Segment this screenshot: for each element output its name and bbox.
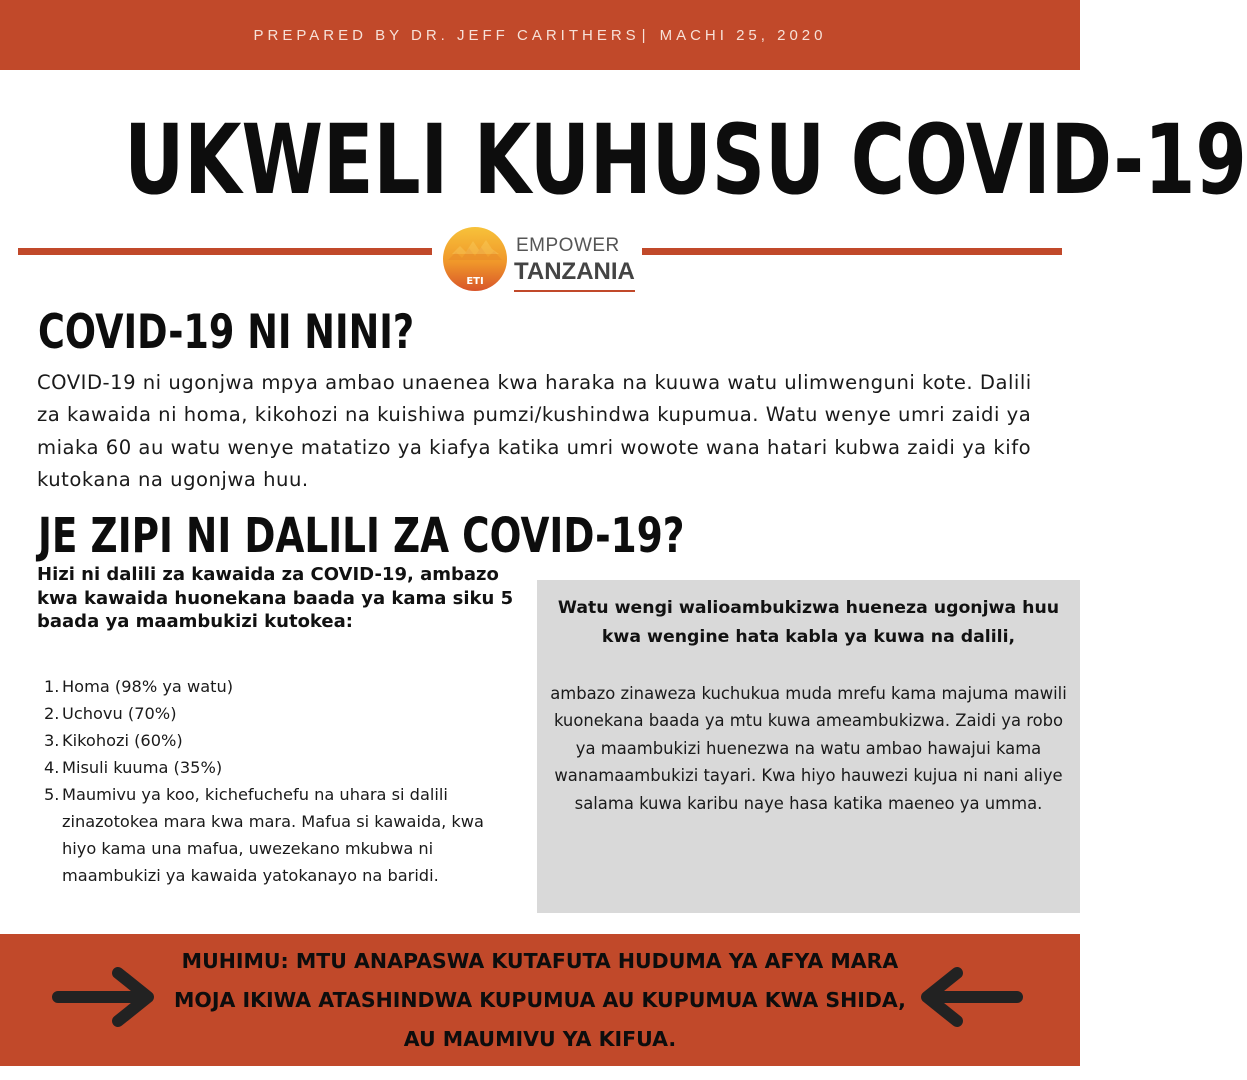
page-title: UKWELI KUHUSU COVID-19 xyxy=(124,104,1247,216)
callout-box xyxy=(537,580,1080,913)
list-item xyxy=(44,727,494,754)
list-item xyxy=(44,673,494,700)
list-text: Maumivu ya koo, kichefuchefu na uhara si dalili zinazotokea mara kwa mara. Mafua si kawaida, kwa hiyo kama una mafua, uwezekano mkubwa ni maambukizi ya kawaida yatokanayo na baridi. xyxy=(62,785,484,885)
divider-right xyxy=(642,248,1062,255)
header-separator: | xyxy=(641,26,650,44)
list-number: 3. xyxy=(44,731,60,750)
symptoms-lead: Hizi ni dalili za kawaida za COVID-19, ambazo kwa kawaida huonekana baada ya kama siku 5 baada ya maambukizi kutokea: xyxy=(37,564,514,632)
list-text: Homa (98% ya watu) xyxy=(62,677,234,696)
arrow-left-icon xyxy=(913,964,1025,1030)
list-text: Kikohozi (60%) xyxy=(62,731,183,750)
logo-line-2: TANZANIA xyxy=(514,258,635,285)
list-number: 1. xyxy=(44,677,60,696)
list-item xyxy=(44,754,494,781)
sun-logo-icon xyxy=(442,226,508,292)
empower-tanzania-logo xyxy=(442,226,637,296)
publication-date: MACHI 25, 2020 xyxy=(659,26,827,44)
logo-underline xyxy=(514,290,635,292)
list-number: 4. xyxy=(44,758,60,777)
callout-bold-text: Watu wengi walioambukizwa hueneza ugonjwa huu kwa wengine hata kabla ya kuwa na dalili, xyxy=(557,598,1060,647)
list-text: Misuli kuuma (35%) xyxy=(62,758,223,777)
callout-body-text: ambazo zinaweza kuchukua muda mrefu kama majuma mawili kuonekana baada ya mtu kuwa ameambukizwa. Zaidi ya robo ya maambukizi huenezwa na watu ambao hawajui kama wanamaambukizi tayari. Kwa hiyo hauwezi kujua ni nani aliye salama kuwa karibu naye hasa katika maeneo ya umma. xyxy=(550,684,1067,813)
logo-badge: ETI xyxy=(466,276,484,287)
divider-left xyxy=(18,248,432,255)
list-item xyxy=(44,781,494,889)
list-number: 2. xyxy=(44,704,60,723)
warning-banner xyxy=(0,934,1080,1066)
author-credit: PREPARED BY DR. JEFF CARITHERS xyxy=(253,26,640,44)
header-bar xyxy=(0,0,1080,70)
intro-paragraph: COVID-19 ni ugonjwa mpya ambao unaenea kwa haraka na kuuwa watu ulimwenguni kote. Dalili za kawaida ni homa, kikohozi na kuishiwa pumzi/kushindwa kupumua. Watu wenye umri zaidi ya miaka 60 au watu wenye matatizo ya kiafya katika umri wowote wana hatari kubwa zaidi ya kifo kutokana na ugonjwa huu. xyxy=(37,371,1032,491)
warning-text: MUHIMU: MTU ANAPASWA KUTAFUTA HUDUMA YA AFYA MARA MOJA IKIWA ATASHINDWA KUPUMUA AU KUPUMUA KWA SHIDA, AU MAUMIVU YA KIFUA. xyxy=(174,949,906,1051)
section-heading-symptoms: JE ZIPI NI DALILI ZA COVID-19? xyxy=(38,508,685,564)
logo-line-1: EMPOWER xyxy=(516,235,620,256)
section-heading-what-is: COVID-19 NI NINI? xyxy=(38,305,415,360)
list-item xyxy=(44,700,494,727)
list-number: 5. xyxy=(44,785,60,804)
list-text: Uchovu (70%) xyxy=(62,704,177,723)
arrow-right-icon xyxy=(50,964,162,1030)
symptom-list xyxy=(44,673,494,889)
